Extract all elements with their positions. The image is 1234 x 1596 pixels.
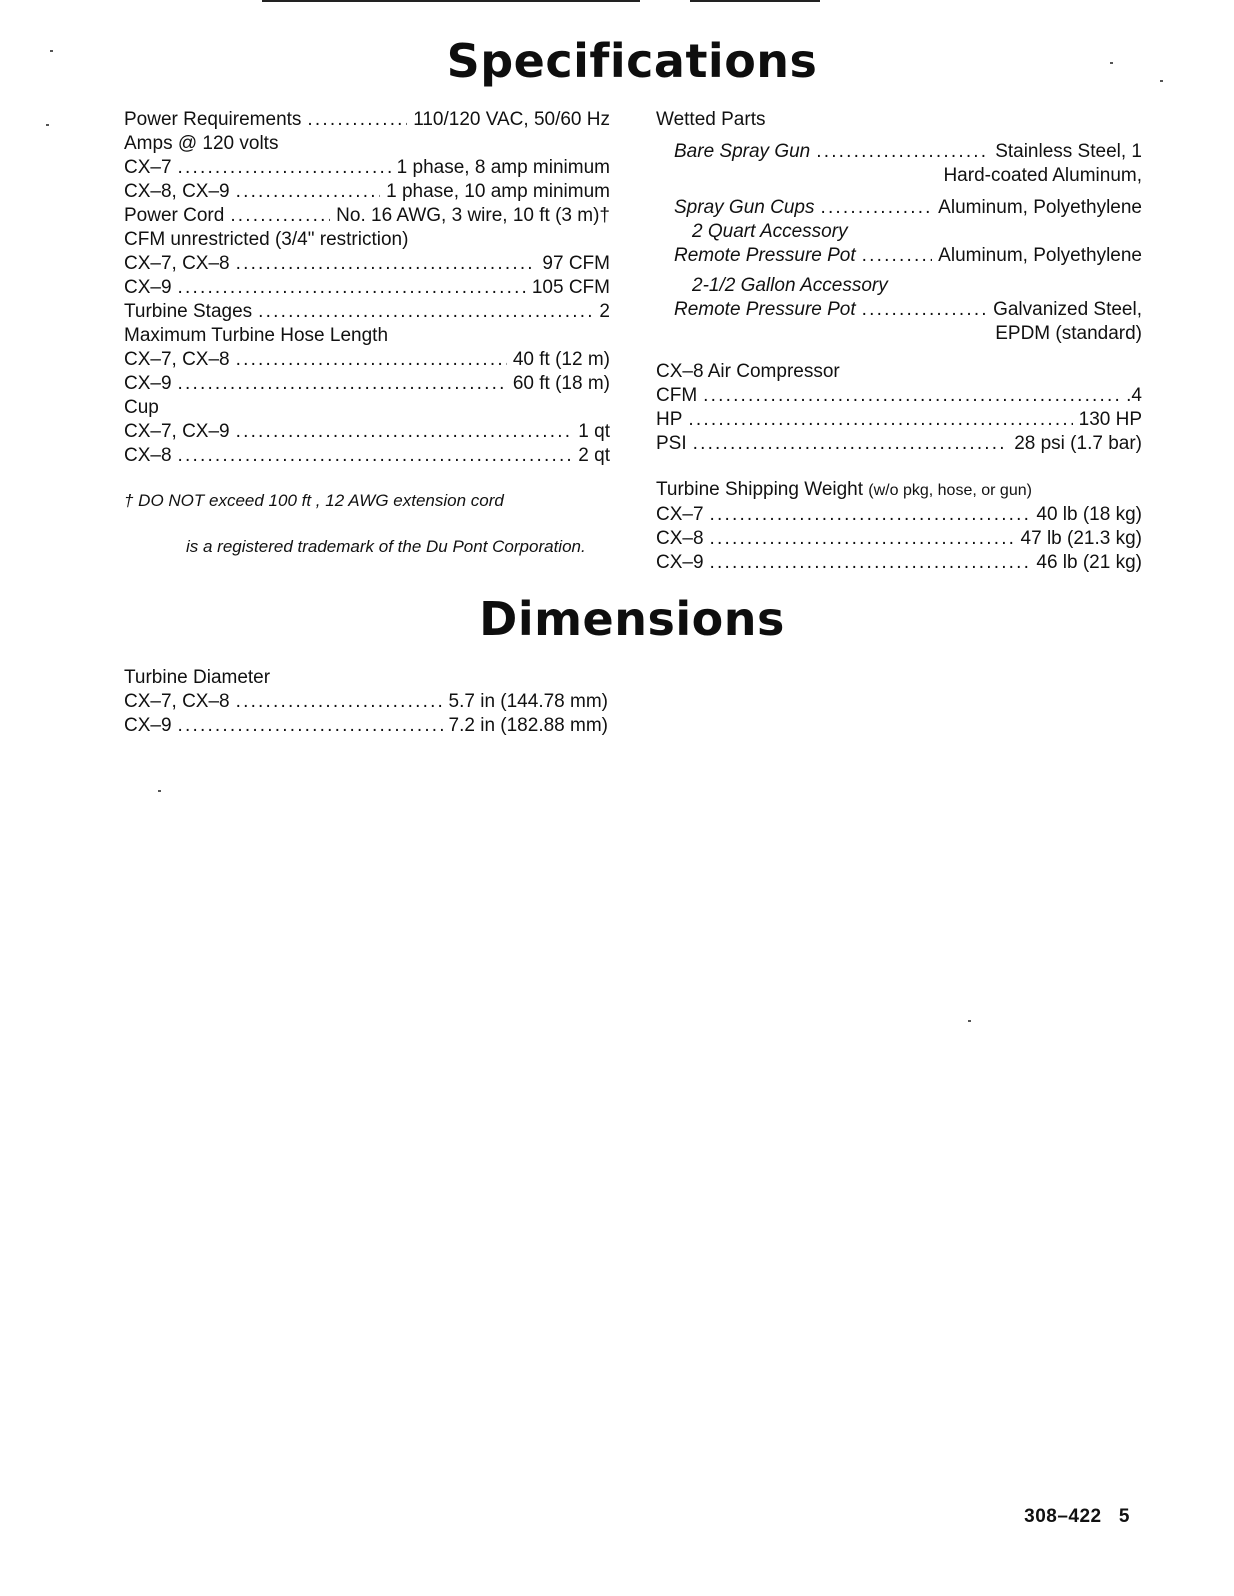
spec-row-weight-cx8: CX–8 ..... 47 lb (21.3 kg) (656, 527, 1142, 551)
cup-header: Cup (124, 397, 159, 418)
dim-row-cx7-cx8: CX–7, CX–8 ..... 5.7 in (144.78 mm) (124, 690, 608, 714)
spec-row-hose-cx7-cx8: CX–7, CX–8 ..... 40 ft (12 m) (124, 348, 610, 372)
scan-speck (46, 124, 49, 126)
cfm-header: CFM unrestricted (3/4" restriction) (124, 229, 409, 250)
air-compressor-header: CX–8 Air Compressor (656, 361, 840, 382)
spec-row-power-requirements: Power Requirements ..... 110/120 VAC, 50/60 Hz (124, 108, 610, 132)
trademark-note: is a registered trademark of the Du Pont Corporation. (186, 537, 586, 556)
spec-row-weight-cx7: CX–7 ..... 40 lb (18 kg) (656, 503, 1142, 527)
spec-left-column (124, 108, 610, 468)
dimensions-title: Dimensions (479, 592, 785, 646)
amps-header: Amps @ 120 volts (124, 133, 279, 154)
shipping-weight-note: (w/o pkg, hose, or gun) (868, 482, 1032, 499)
page-number: 308–422 5 (1024, 1506, 1130, 1527)
scan-top-line (262, 0, 640, 2)
spec-row-cup-cx8: CX–8 ..... 2 qt (124, 444, 610, 468)
dimensions-column (124, 666, 608, 738)
spec-row-hose-cx9: CX–9 ..... 60 ft (18 m) (124, 372, 610, 396)
remote-pot-gallon-continuation: EPDM (standard) (995, 323, 1142, 344)
bare-spray-gun-continuation: Hard-coated Aluminum, (943, 165, 1142, 186)
spec-right-column (656, 108, 1142, 575)
shipping-weight-header: Turbine Shipping Weight (w/o pkg, hose, or gun) (656, 479, 1032, 500)
spec-row-amps-cx7: CX–7 ..... 1 phase, 8 amp minimum (124, 156, 610, 180)
wetted-parts-header: Wetted Parts (656, 109, 766, 130)
spec-row-compressor-cfm: CFM ..... .4 (656, 384, 1142, 408)
scan-speck (968, 1020, 971, 1022)
spec-row-amps-cx8-cx9: CX–8, CX–9 ..... 1 phase, 10 amp minimum (124, 180, 610, 204)
quart-accessory-label: 2 Quart Accessory (692, 221, 848, 242)
spec-row-remote-pot-2qt: Remote Pressure Pot ..... Aluminum, Polyethylene (656, 244, 1142, 268)
spec-row-cfm-cx7-cx8: CX–7, CX–8 ..... 97 CFM (124, 252, 610, 276)
spec-row-spray-gun-cups: Spray Gun Cups ..... Aluminum, Polyethylene (656, 196, 1142, 220)
spec-row-bare-spray-gun: Bare Spray Gun ..... Stainless Steel, 1 (656, 140, 1142, 164)
spec-row-compressor-psi: PSI ..... 28 psi (1.7 bar) (656, 432, 1142, 456)
spec-row-turbine-stages: Turbine Stages ..... 2 (124, 300, 610, 324)
scan-top-line (690, 0, 820, 2)
spec-row-compressor-hp: HP ..... 130 HP (656, 408, 1142, 432)
turbine-diameter-header: Turbine Diameter (124, 667, 271, 688)
scan-speck (158, 790, 161, 792)
specifications-title: Specifications (446, 34, 818, 88)
spec-row-cup-cx7-cx9: CX–7, CX–9 ..... 1 qt (124, 420, 610, 444)
spec-row-cfm-cx9: CX–9 ..... 105 CFM (124, 276, 610, 300)
dim-row-cx9: CX–9 ..... 7.2 in (182.88 mm) (124, 714, 608, 738)
hose-length-header: Maximum Turbine Hose Length (124, 325, 389, 346)
footnote-extension-cord: † DO NOT exceed 100 ft , 12 AWG extension cord (124, 491, 504, 510)
spec-row-power-cord: Power Cord ..... No. 16 AWG, 3 wire, 10 ft (3 m)† (124, 204, 610, 228)
spec-row-weight-cx9: CX–9 ..... 46 lb (21 kg) (656, 551, 1142, 575)
spec-row-remote-pot-gallon: Remote Pressure Pot ..... Galvanized Steel, (656, 298, 1142, 322)
gallon-accessory-label: 2-1/2 Gallon Accessory (692, 275, 888, 296)
